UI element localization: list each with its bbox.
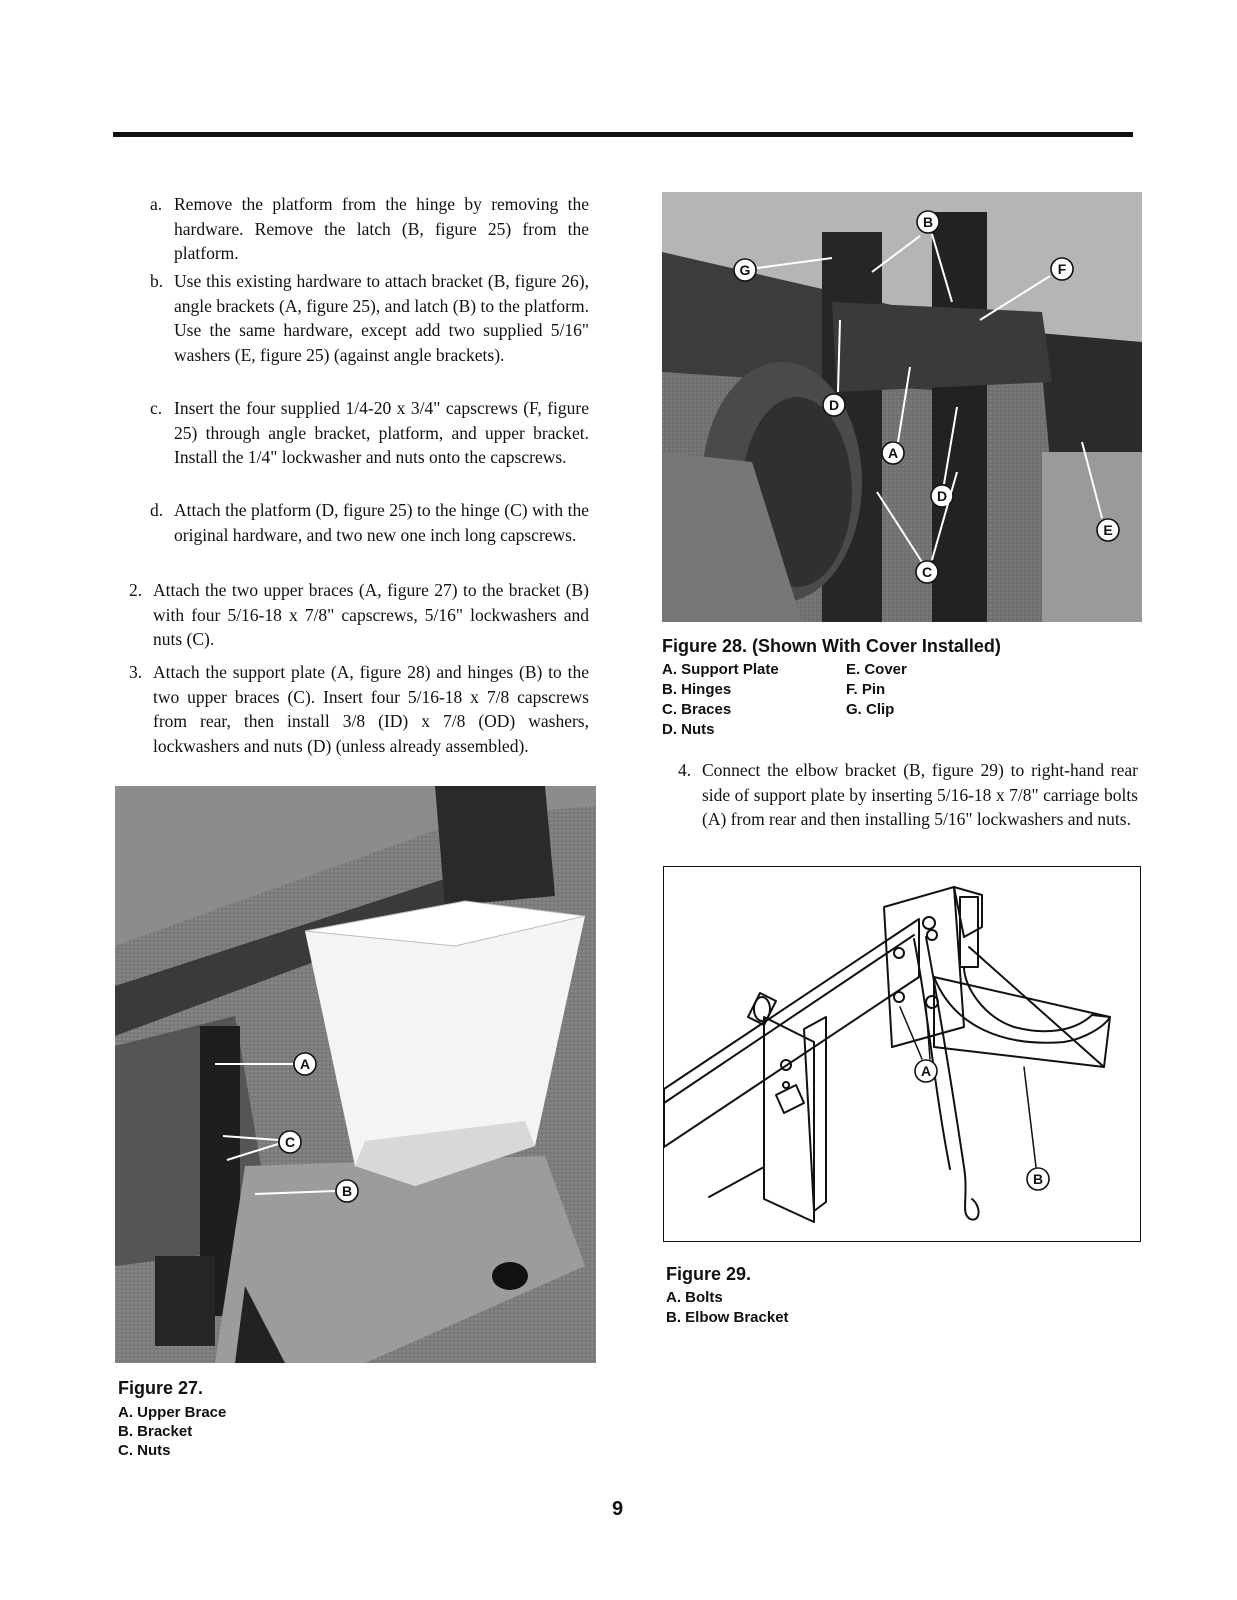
figure-29-callouts	[900, 1007, 1049, 1190]
step-3	[129, 660, 589, 758]
figure-28-item: B. Hinges	[662, 681, 732, 698]
step-text: Use this existing hardware to attach bracket (B, figure 26), angle brackets (A, figure 25), and latch (B) to the platform. Use the same hardware, except add two supplied 5/16" washers (E, figure 25) (against angle brackets).	[174, 271, 589, 365]
figure-27-item: A. Upper Brace	[118, 1404, 227, 1421]
step-a	[150, 192, 589, 266]
svg-text:A: A	[887, 445, 899, 461]
svg-text:B: B	[1032, 1171, 1044, 1187]
figure-28-title: Figure 28. (Shown With Cover Installed)	[662, 636, 1001, 656]
step-d	[150, 498, 589, 547]
figure-29-drawing	[663, 866, 1141, 1242]
figure-29-item: A. Bolts	[666, 1289, 723, 1306]
figure-27-title: Figure 27.	[118, 1378, 204, 1398]
step-marker: a.	[150, 194, 163, 214]
figure-27-photo	[115, 786, 596, 1363]
svg-text:E: E	[1103, 522, 1113, 538]
svg-text:A: A	[299, 1056, 311, 1072]
figure-28-item: E. Cover	[846, 661, 907, 678]
svg-text:D: D	[936, 488, 948, 504]
figure-27-item: C. Nuts	[118, 1442, 171, 1459]
header-rule	[113, 132, 1133, 137]
step-marker: c.	[150, 398, 163, 418]
svg-text:F: F	[1057, 261, 1067, 277]
step-2	[129, 578, 589, 652]
svg-text:G: G	[739, 262, 751, 278]
figure-28-item: G. Clip	[846, 701, 895, 718]
step-text: Insert the four supplied 1/4-20 x 3/4" capscrews (F, figure 25) through angle bracket, platform, and upper bracket. Install the 1/4" lockwasher and nuts onto the capscrews.	[174, 398, 589, 467]
step-marker: d.	[150, 500, 164, 520]
figure-28-item: A. Support Plate	[662, 661, 779, 678]
svg-text:C: C	[921, 564, 933, 580]
step-text: Connect the elbow bracket (B, figure 29) to right-hand rear side of support plate by inserting 5/16-18 x 7/8" carriage bolts (A) from rear and then installing 5/16" lockwashers and nuts.	[702, 760, 1138, 829]
step-marker: 2.	[129, 580, 143, 600]
figure-28-item: D. Nuts	[662, 721, 715, 738]
figure-29-item: B. Elbow Bracket	[666, 1309, 789, 1326]
step-b	[150, 269, 589, 367]
step-4	[678, 758, 1138, 832]
figure-28-photo	[662, 192, 1142, 622]
svg-text:C: C	[284, 1134, 296, 1150]
step-marker: 4.	[678, 760, 692, 780]
step-text: Attach the platform (D, figure 25) to the hinge (C) with the original hardware, and two new one inch long capscrews.	[174, 500, 589, 545]
figure-29-title: Figure 29.	[666, 1264, 752, 1284]
svg-text:A: A	[920, 1063, 932, 1079]
step-marker: b.	[150, 271, 164, 291]
step-text: Remove the platform from the hinge by removing the hardware. Remove the latch (B, figure 25) from the platform.	[174, 194, 589, 263]
figure-27-item: B. Bracket	[118, 1423, 193, 1440]
svg-text:D: D	[828, 397, 840, 413]
step-c	[150, 396, 589, 470]
svg-text:B: B	[341, 1183, 353, 1199]
figure-28-item: C. Braces	[662, 701, 732, 718]
step-marker: 3.	[129, 662, 143, 682]
page-number: 9	[612, 1498, 624, 1520]
step-text: Attach the support plate (A, figure 28) and hinges (B) to the two upper braces (C). Insert four 5/16-18 x 7/8 capscrews from rear, then install 3/8 (ID) x 7/8 (OD) washers, lockwashers and nuts (D) (unless already assembled).	[153, 662, 589, 756]
step-text: Attach the two upper braces (A, figure 27) to the bracket (B) with four 5/16-18 x 7/8" capscrews, 5/16" lockwashers and nuts (C).	[153, 580, 589, 649]
svg-text:B: B	[922, 214, 934, 230]
figure-28-item: F. Pin	[846, 681, 886, 698]
